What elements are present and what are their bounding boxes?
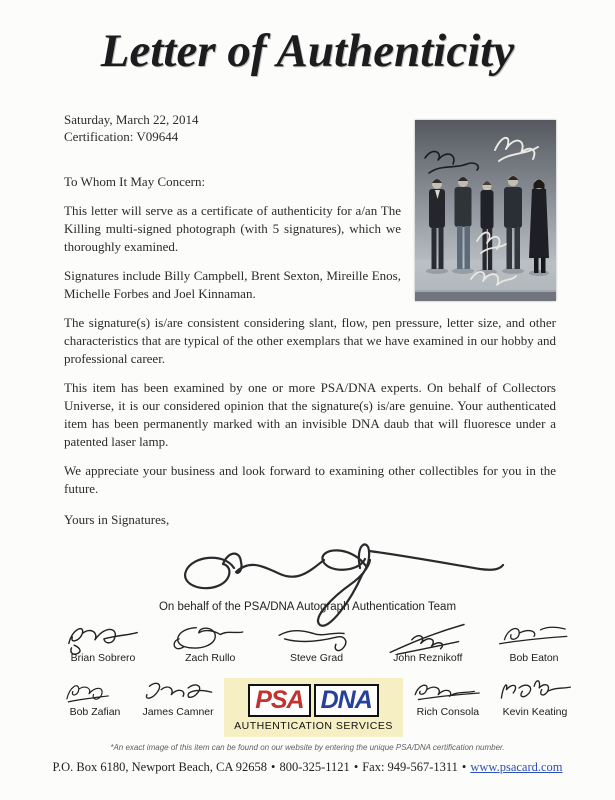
footer-contact-line [0,760,615,775]
authenticator-rich-consola [407,676,489,718]
letter-body [64,112,556,529]
dna-logo-text: DNA [314,684,379,717]
signed-photograph [415,120,556,301]
authenticator-row-1 [56,620,575,664]
authenticator-james-camner [136,676,220,718]
certification-label: Certification: [64,128,134,144]
fine-print-note: *An exact image of this item can be found on our website by entering the unique PSA/DNA certification number. [110,743,505,752]
signature-kevin-keating [493,676,577,710]
signature-brian-sobrero [56,620,150,656]
letter-date: Saturday, March 22, 2014 [64,112,199,127]
authenticator-john-reznikoff [380,620,476,664]
signature-james-camner [136,676,220,710]
authenticator-row-2 [58,676,577,737]
paragraph-signers: Signatures include Billy Campbell, Brent Sexton, Mireille Enos, Michelle Forbes and Joel Kinnaman. [64,268,401,301]
authenticator-brian-sobrero [56,620,150,664]
footer-separator: • [353,760,359,774]
closing-line: Yours in Signatures, [64,512,170,527]
signature-bob-zafian [58,676,132,710]
authenticator-bob-eaton [493,620,575,664]
authenticator-name: Kevin Keating [502,706,568,718]
authenticator-name: Zach Rullo [185,652,236,664]
team-attribution-line: On behalf of the PSA/DNA Autograph Authentication Team [158,601,457,613]
authenticator-name: Bob Eaton [509,652,559,664]
logo-boxes [234,684,393,717]
authenticator-name: John Reznikoff [393,652,463,664]
authenticator-name: Bob Zafian [69,706,121,718]
signature-john-reznikoff [380,620,476,656]
authenticator-steve-grad [271,620,363,664]
footer-fax: Fax: 949-567-1311 [362,760,458,774]
authenticator-zach-rullo [167,620,253,664]
letter-title: Letter of Authenticity [100,25,515,77]
footer-website-link[interactable]: www.psacard.com [470,760,563,774]
signature-rich-consola [407,676,489,710]
certification-number: V09644 [136,128,179,144]
cast-photo-image [415,120,556,301]
logo-subtitle: AUTHENTICATION SERVICES [234,720,393,732]
paragraph-thanks: We appreciate your business and look forward to examining other collectibles for you in the future. [64,463,556,496]
paragraph-item-description: This letter will serve as a certificate of authenticity for a/an The Killing multi-signed photograph (with 5 signatures), which we thoroughly examined. [64,203,401,254]
authenticator-kevin-keating [493,676,577,718]
authenticator-name: Rich Consola [416,706,480,718]
paragraph-opinion: This item has been examined by one or more PSA/DNA experts. On behalf of Collectors Universe, it is our considered opinion that the signature(s) is/are genuine. Your authenticated item has been permanently marked with an invisible DNA daub that will fluoresce under a patented laser lamp. [64,380,556,449]
psa-logo-text: PSA [248,684,310,717]
signature-zach-rullo [167,620,253,656]
footer-separator: • [271,760,276,774]
footer-separator: • [461,760,467,774]
authenticator-name: James Camner [142,706,214,718]
signature-bob-eaton [493,620,575,656]
salutation: To Whom It May Concern: [64,174,206,189]
footer-phone: 800-325-1121 [279,760,350,774]
authenticator-name: Brian Sobrero [70,652,136,664]
signature-steve-grad [271,620,363,656]
paragraph-signature-analysis: The signature(s) is/are consistent considering slant, flow, pen pressure, letter size, and other characteristics that are typical of the other exemplars that we have examined in our hobby and professional career. [64,315,556,366]
authenticator-name: Steve Grad [289,652,344,664]
psa-dna-logo [224,678,403,737]
authenticator-bob-zafian [58,676,132,718]
footer-address: P.O. Box 6180, Newport Beach, CA 92658 [52,760,268,774]
